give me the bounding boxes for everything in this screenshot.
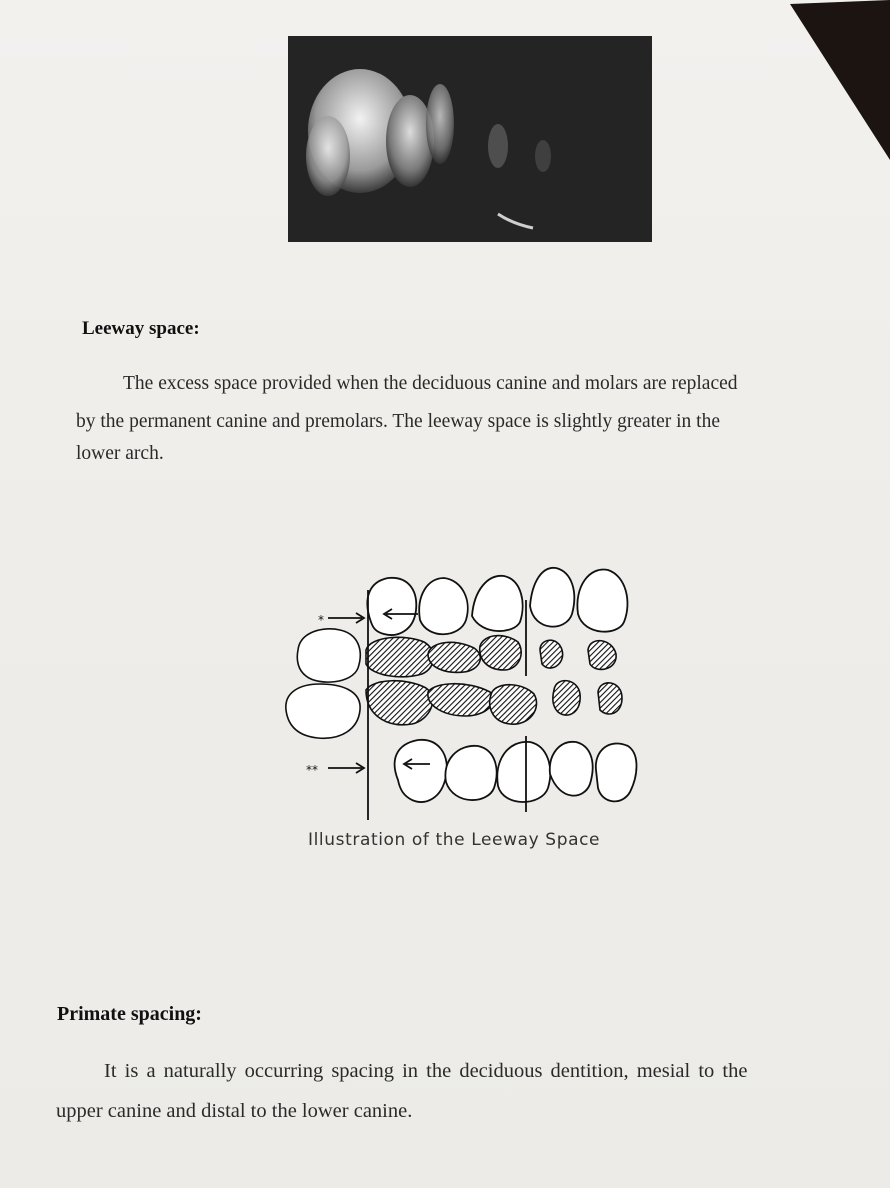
upper-permanent-teeth [367, 568, 627, 635]
leeway-line-1: The excess space provided when the deciduous canine and molars are replaced [123, 373, 738, 394]
leeway-heading: Leeway space: [82, 318, 200, 339]
primate-heading: Primate spacing: [57, 1003, 202, 1025]
upper-marker: * [318, 613, 324, 627]
leeway-line-2: by the permanent canine and premolars. The leeway space is slightly greater in the [76, 411, 720, 432]
diagram-caption: Illustration of the Leeway Space [308, 830, 601, 850]
lower-permanent-teeth [395, 740, 637, 802]
primate-line-2: upper canine and distal to the lower canine. [56, 1100, 413, 1122]
lower-marker: ** [306, 763, 318, 777]
primate-line-1: It is a naturally occurring spacing in the deciduous dentition, mesial to the [104, 1060, 748, 1082]
page-corner-fold [790, 0, 890, 170]
leeway-line-3: lower arch. [76, 443, 164, 464]
teeth-photo [288, 36, 652, 242]
leeway-diagram [278, 560, 638, 820]
deciduous-teeth [286, 629, 622, 738]
